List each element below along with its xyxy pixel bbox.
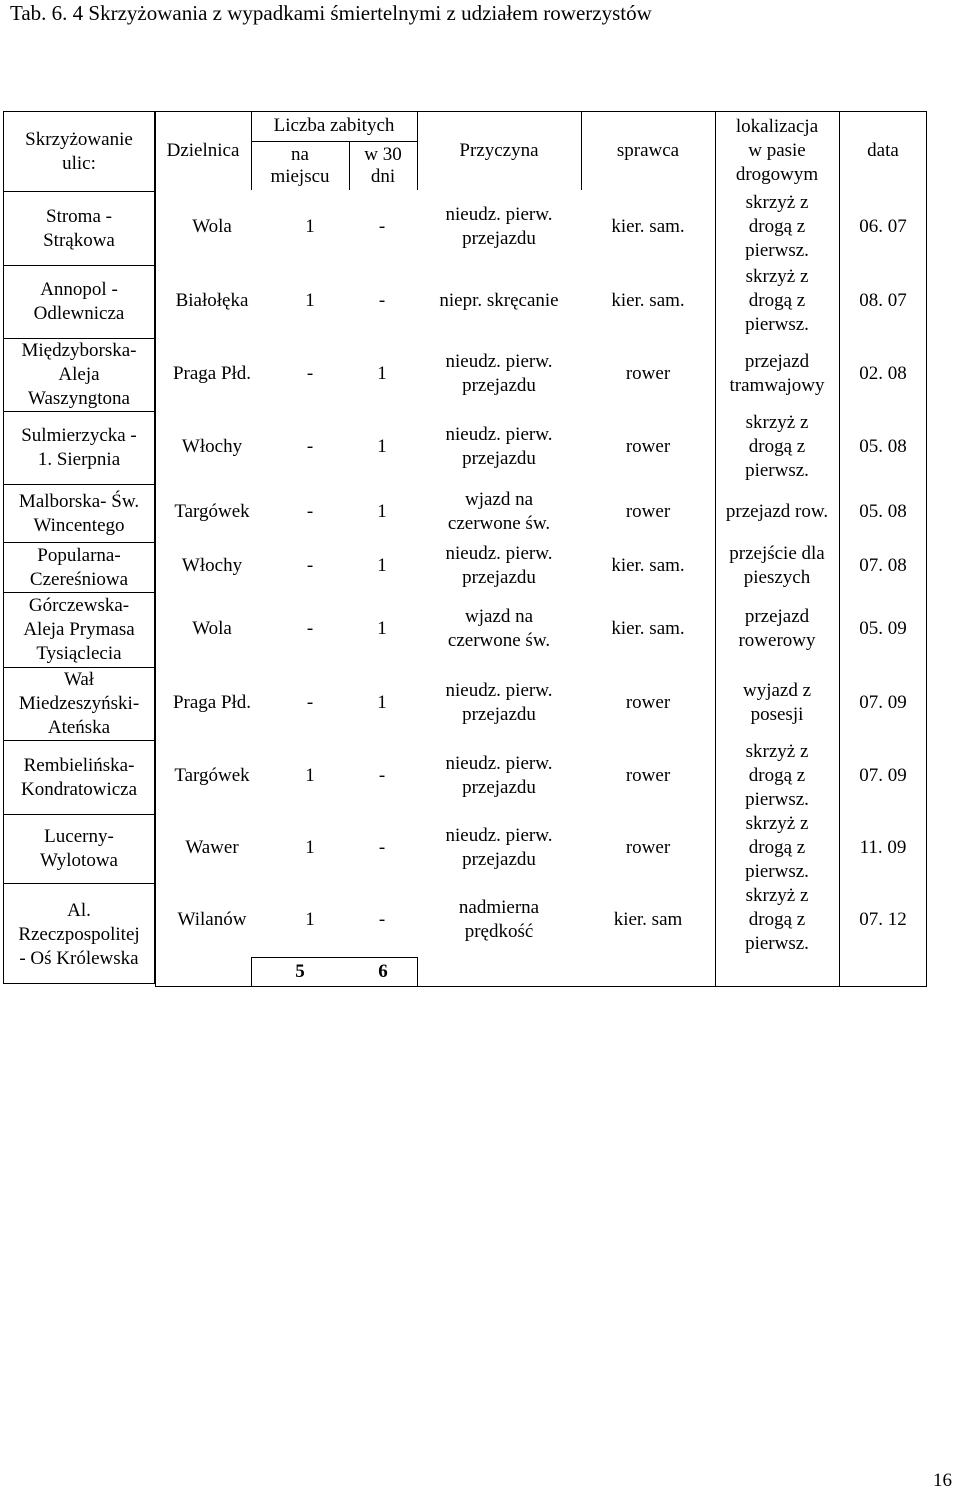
cause-cell [417, 264, 581, 337]
cause-cell [417, 666, 581, 739]
intersection-line: Górczewska- [28, 595, 130, 616]
header-line: miejscu [270, 165, 330, 187]
location-line: rowerowy [738, 629, 816, 651]
header-line: lokalizacja [735, 115, 819, 137]
intersection-line: Wincentego [33, 514, 125, 536]
intersection-line: Ateńska [47, 717, 111, 738]
intersection-line: Czereśniowa [29, 568, 129, 590]
intersection-line: Stroma - [46, 205, 112, 227]
header-district: Dzielnica [166, 139, 240, 161]
cause-cell [417, 410, 581, 483]
location-line: skrzyż z [745, 192, 809, 213]
cause-line: czerwone św. [447, 513, 551, 534]
cause-line: nieudz. pierw. [445, 824, 553, 846]
cause-line: przejazdu [462, 848, 536, 870]
intersection-line: Miedzeszyński- [18, 693, 140, 714]
on-site-cell: - [306, 617, 314, 639]
perpetrator-cell: rower [625, 836, 671, 858]
header-line: w 30 [364, 143, 402, 165]
district-cell: Włochy [181, 435, 243, 457]
cause-line: czerwone św. [447, 629, 551, 651]
cause-cell [417, 190, 581, 264]
cause-line: niepr. skręcanie [439, 289, 559, 311]
location-cell [715, 739, 839, 813]
date-cell: 07. 08 [859, 555, 907, 576]
cause-line: przejazdu [462, 374, 536, 396]
district-cell: Targówek [174, 765, 250, 786]
district-cell: Białołęka [175, 289, 249, 311]
perpetrator-cell: rower [625, 765, 671, 786]
location-line: wyjazd z [742, 679, 812, 701]
location-line: przejście dla [729, 543, 825, 564]
date-cell: 05. 08 [859, 501, 907, 522]
intersection-line: Al. [67, 899, 91, 921]
date-cell: 07. 12 [859, 908, 907, 930]
accidents-table [155, 111, 927, 987]
on-site-cell: - [306, 555, 314, 576]
header-line: ulic: [62, 152, 96, 174]
district-cell: Wola [192, 617, 232, 639]
on-site-cell: 1 [305, 908, 315, 930]
intersection-line: Annopol - [40, 279, 118, 300]
cause-cell [417, 882, 581, 957]
header-line: na [291, 143, 309, 165]
perpetrator-cell: rower [625, 435, 671, 457]
district-cell: Wilanów [177, 908, 247, 930]
intersection-line: Strąkowa [43, 229, 115, 251]
intersection-name [21, 339, 136, 411]
location-line: skrzyż z [745, 411, 809, 433]
intersection-cell [4, 814, 154, 883]
location-line: pierwsz. [745, 459, 809, 481]
total-on-site: 5 [295, 961, 305, 982]
location-cell [715, 882, 839, 957]
intersection-name [21, 424, 137, 472]
location-cell [715, 813, 839, 882]
district-cell: Praga Płd. [172, 362, 252, 384]
cause-line: przejazdu [462, 703, 536, 725]
total-within-30-days: 6 [378, 961, 388, 982]
header-date: data [867, 139, 899, 161]
header-line: Skrzyżowanie [25, 128, 133, 150]
intersection-name [19, 490, 139, 538]
header-location [715, 111, 839, 190]
header-perpetrator: sprawca [616, 139, 680, 161]
intersection-name [19, 668, 139, 740]
intersection-line: Wał [63, 669, 95, 690]
location-line: pierwsz. [745, 860, 809, 882]
intersection-name [23, 594, 134, 666]
within-30-cell: - [378, 216, 386, 237]
location-line: pieszych [743, 567, 811, 588]
intersection-cell [4, 592, 154, 667]
intersection-line: Aleja Prymasa [23, 619, 135, 640]
cause-line: nieudz. pierw. [445, 204, 553, 225]
cause-cell [417, 813, 581, 882]
date-cell: 02. 08 [859, 362, 907, 384]
header-deaths: Liczba zabitych [273, 115, 395, 136]
intersection-name [18, 899, 139, 971]
cause-line: nieudz. pierw. [445, 753, 553, 774]
location-line: przejazd [744, 350, 810, 372]
intersection-cell [4, 883, 154, 985]
cause-line: przejazdu [462, 777, 536, 798]
perpetrator-cell: kier. sam. [611, 555, 685, 576]
cause-line: nieudz. pierw. [445, 543, 553, 564]
intersection-cell [4, 338, 154, 411]
on-site-cell: - [306, 501, 314, 522]
intersection-name [30, 544, 128, 592]
on-site-cell: - [306, 435, 314, 457]
on-site-cell: 1 [305, 289, 315, 311]
location-line: drogą z [748, 289, 806, 311]
cause-line: wjazd na [464, 605, 534, 627]
location-cell [715, 410, 839, 483]
perpetrator-cell: rower [625, 691, 671, 713]
intersection-cell [4, 484, 154, 542]
cause-cell [417, 337, 581, 410]
perpetrator-cell: kier. sam [613, 908, 683, 930]
date-cell: 06. 07 [859, 216, 907, 237]
district-cell: Wawer [185, 836, 239, 858]
perpetrator-cell: kier. sam. [611, 216, 685, 237]
within-30-cell: 1 [377, 501, 387, 522]
district-cell: Włochy [181, 555, 243, 576]
within-30-cell: 1 [377, 555, 387, 576]
cause-line: wjazd na [464, 489, 534, 510]
within-30-cell: 1 [377, 362, 387, 384]
cause-cell [417, 483, 581, 541]
intersection-cell [4, 667, 154, 740]
perpetrator-cell: kier. sam. [611, 617, 685, 639]
intersection-cell [4, 265, 154, 338]
perpetrator-cell: kier. sam. [611, 289, 685, 311]
location-line: pierwsz. [745, 932, 809, 954]
intersections-header [4, 112, 154, 191]
date-cell: 07. 09 [859, 765, 907, 786]
date-cell: 07. 09 [859, 691, 907, 713]
within-30-cell: - [378, 289, 386, 311]
date-cell: 08. 07 [859, 289, 907, 311]
location-cell [715, 666, 839, 739]
on-site-cell: - [306, 691, 314, 713]
cause-line: nieudz. pierw. [445, 350, 553, 372]
intersection-line: Sulmierzycka - [21, 425, 137, 446]
header-line: w pasie [748, 139, 806, 161]
intersection-name [34, 278, 125, 326]
within-30-cell: 1 [377, 617, 387, 639]
location-line: pierwsz. [745, 240, 809, 261]
location-line: skrzyż z [745, 741, 809, 762]
location-cell [715, 190, 839, 264]
cause-cell [417, 591, 581, 666]
date-cell: 11. 09 [859, 836, 907, 858]
location-line: przejazd row. [725, 501, 829, 522]
intersection-line: Rembielińska- [23, 754, 135, 776]
intersection-cell [4, 191, 154, 265]
header-line: dni [370, 165, 396, 187]
intersection-name [40, 825, 118, 873]
cause-line: nieudz. pierw. [445, 423, 553, 445]
location-cell [715, 337, 839, 410]
on-site-cell: 1 [305, 765, 315, 786]
intersection-line: Tysiąclecia [36, 643, 122, 664]
date-cell: 05. 08 [859, 435, 907, 457]
within-30-cell: 1 [377, 691, 387, 713]
district-cell: Praga Płd. [172, 691, 252, 713]
intersection-line: Kondratowicza [20, 778, 138, 800]
intersection-line: - Oś Królewska [19, 947, 139, 969]
cause-line: przejazdu [462, 567, 536, 588]
intersection-cell [4, 542, 154, 592]
intersection-line: 1. Sierpnia [37, 449, 121, 470]
intersection-line: Popularna- [37, 544, 121, 566]
header-line: drogowym [735, 163, 819, 185]
cause-line: prędkość [464, 920, 534, 942]
cause-cell [417, 541, 581, 591]
header-within-30-days [349, 141, 417, 190]
location-line: tramwajowy [729, 374, 825, 396]
header-on-site [251, 141, 349, 190]
location-cell [715, 541, 839, 591]
intersection-line: Waszyngtona [28, 388, 130, 409]
intersection-cell [4, 411, 154, 484]
intersection-line: Odlewnicza [33, 303, 125, 324]
location-line: drogą z [748, 435, 806, 457]
intersection-line: Lucerny- [44, 826, 114, 847]
location-line: przejazd [744, 605, 810, 627]
on-site-cell: 1 [305, 836, 315, 858]
perpetrator-cell: rower [625, 362, 671, 384]
intersection-cell [4, 740, 154, 814]
page-number: 16 [933, 1470, 952, 1491]
location-line: drogą z [748, 836, 806, 858]
intersection-line: Międzyborska- [21, 340, 137, 361]
location-line: skrzyż z [745, 884, 809, 906]
location-cell [715, 591, 839, 666]
location-line: skrzyż z [745, 265, 809, 287]
intersection-name [43, 205, 115, 253]
intersections-table [3, 111, 155, 984]
within-30-cell: - [378, 836, 386, 858]
on-site-cell: - [306, 362, 314, 384]
intersection-line: Wylotowa [39, 850, 118, 871]
cause-line: przejazdu [462, 228, 536, 249]
within-30-cell: 1 [377, 435, 387, 457]
intersection-line: Malborska- Św. [18, 490, 140, 512]
intersection-line: Aleja [58, 364, 100, 385]
location-line: drogą z [748, 765, 806, 786]
cause-line: nadmierna [458, 896, 540, 918]
intersection-line: Rzeczpospolitej [18, 923, 140, 945]
on-site-cell: 1 [305, 216, 315, 237]
district-cell: Targówek [174, 501, 250, 522]
intersection-name [21, 754, 137, 802]
header-cause: Przyczyna [459, 139, 539, 161]
within-30-cell: - [378, 765, 386, 786]
location-cell [715, 264, 839, 337]
location-line: drogą z [748, 908, 806, 930]
location-line: pierwsz. [745, 313, 809, 335]
location-cell [715, 483, 839, 541]
district-cell: Wola [192, 216, 232, 237]
location-line: drogą z [748, 216, 806, 237]
cause-line: przejazdu [462, 447, 536, 469]
location-line: skrzyż z [745, 812, 809, 834]
cause-line: nieudz. pierw. [445, 679, 553, 701]
perpetrator-cell: rower [625, 501, 671, 522]
table-caption: Tab. 6. 4 Skrzyżowania z wypadkami śmiertelnymi z udziałem rowerzystów [10, 1, 652, 25]
location-line: pierwsz. [745, 789, 809, 810]
location-line: posesji [750, 703, 804, 725]
within-30-cell: - [378, 908, 386, 930]
date-cell: 05. 09 [859, 617, 907, 639]
cause-cell [417, 739, 581, 813]
